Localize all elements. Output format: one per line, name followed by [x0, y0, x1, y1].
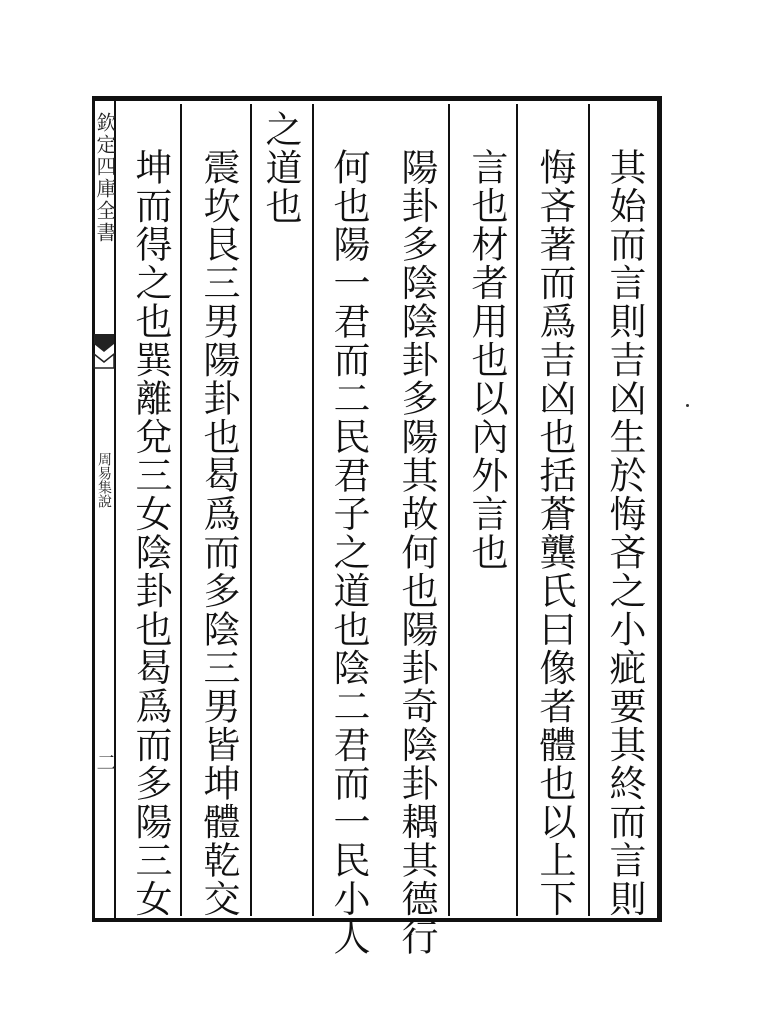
text-column-5: 何也陽一君而二民君子之道也陰二君而一民小人 [327, 148, 370, 957]
text-column-1: 其始而言則吉凶生於悔吝之小疵要其終而言則 [603, 148, 646, 918]
text-column-4: 陽卦多陰陰卦多陽其故何也陽卦奇陰卦耦其德行 [395, 148, 438, 957]
column-divider [588, 104, 590, 916]
column-divider [448, 104, 450, 916]
column-divider [516, 104, 518, 916]
text-column-3: 言也材者用也以內外言也 [465, 148, 508, 572]
column-divider [180, 104, 182, 916]
text-column-2: 悔吝著而爲吉凶也括蒼龔氏曰像者體也以上下 [533, 148, 576, 918]
text-column-8: 坤而得之也巽離兌三女陰卦也曷爲而多陽三女 [129, 148, 172, 918]
margin-page-number: 二 [93, 752, 117, 772]
column-divider [312, 104, 314, 916]
margin-book-title: 欽定四庫全書 [93, 112, 117, 244]
fishtail-ornament-icon [92, 332, 116, 372]
scan-speck [686, 404, 689, 407]
text-column-6: 之道也 [259, 110, 302, 226]
column-divider [250, 104, 252, 916]
margin-section-title: 周易集說 [96, 452, 112, 508]
text-column-7: 震坎艮三男陽卦也曷爲而多陰三男皆坤體乾交 [197, 148, 240, 918]
